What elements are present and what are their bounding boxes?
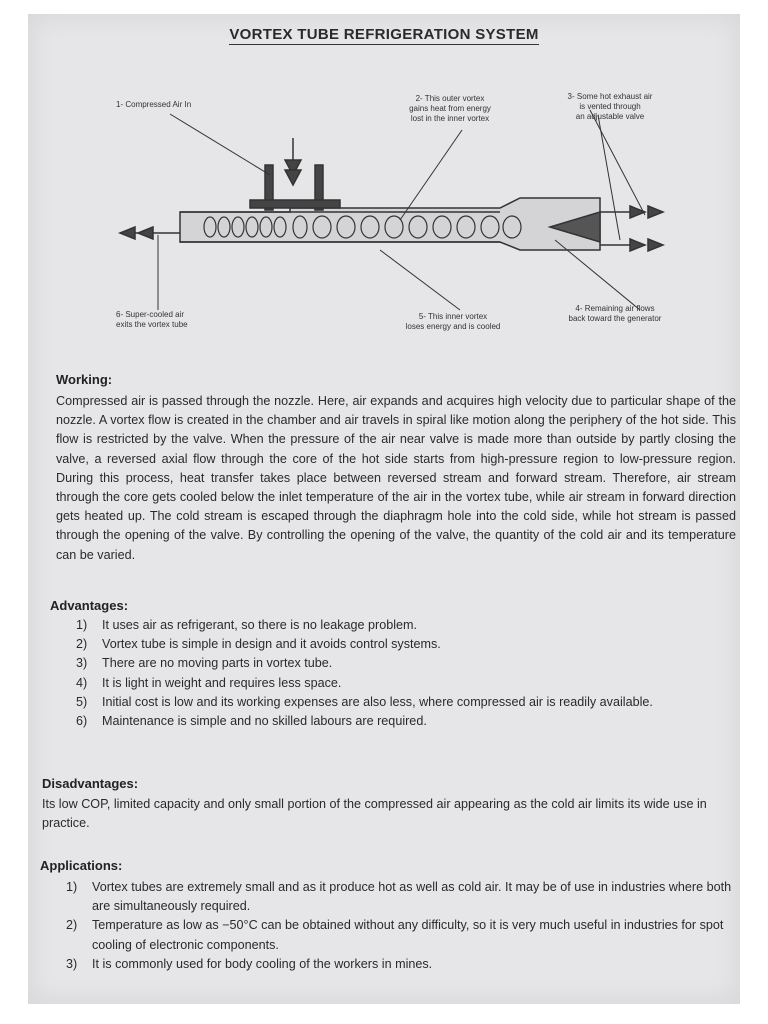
list-item: 5) Initial cost is low and its working expenses are also less, where compressed air is readily available. [76,694,653,709]
applications-list [66,878,738,974]
list-item: 3) There are no moving parts in vortex tube. [76,656,333,671]
list-item: 2) Temperature as low as −50°C can be obtained without any difficulty, so it is very much useful in industries for spot cooling of electronic components. [66,918,724,952]
working-paragraph: Compressed air is passed through the nozzle. Here, air expands and acquires high velocity due to particular shape of the nozzle. A vortex flow is created in the chamber and air travels in spiral like motion along the periphery of the hot side. This flow is restricted by the valve. When the pressure of the air near valve is made more than outside by partly closing the valve, a reversed axial flow through the core of the hot side starts from high-pressure region to low-pressure region. During this process, heat transfer takes place between reversed stream and forward stream. Therefore, air stream through the core gets cooled below the inlet temperature of the air in the vortex tube, while air stream in forward direction gets heated up. The cold stream is escaped through the diaphragm hole into the cold side, while hot stream is passed through the opening of the valve. By controlling the opening of the valve, the quantity of the cold air and its temperature can be varied. [56,394,736,562]
page-title: VORTEX TUBE REFRIGERATION SYSTEM [229,26,539,43]
label-inner-vortex: 5- This inner vortex loses energy and is cooled [405,312,501,331]
label-super-cooled-air: 6- Super-cooled air exits the vortex tube [116,310,188,329]
list-item: 1) Vortex tubes are extremely small and as it produce hot as well as cold air. It may be of use in industries where both are simultaneously required. [66,880,732,914]
label-compressed-air-in: 1- Compressed Air In [116,100,192,109]
list-item: 4) It is light in weight and requires less space. [76,675,342,690]
list-item: 2) Vortex tube is simple in design and it avoids control systems. [76,637,441,652]
applications-heading: Applications: [40,858,123,873]
advantages-heading: Advantages: [50,598,129,613]
disadvantages-text: Its low COP, limited capacity and only small portion of the compressed air appearing as the cold air limits its wide use in practice. [42,797,707,831]
advantages-list [76,616,736,731]
list-item: 3) It is commonly used for body cooling of the workers in mines. [66,956,433,971]
working-heading: Working: [56,372,113,387]
label-outer-vortex: 2- This outer vortex gains heat from energy lost in the inner vortex [409,94,491,123]
list-item: 6) Maintenance is simple and no skilled labours are required. [76,714,427,729]
disadvantages-heading: Disadvantages: [42,776,139,791]
label-remaining-air: 4- Remaining air flows back toward the generator [568,304,662,323]
list-item: 1) It uses air as refrigerant, so there is no leakage problem. [76,618,418,632]
label-hot-exhaust: 3- Some hot exhaust air is vented through an adjustable valve [567,92,653,121]
